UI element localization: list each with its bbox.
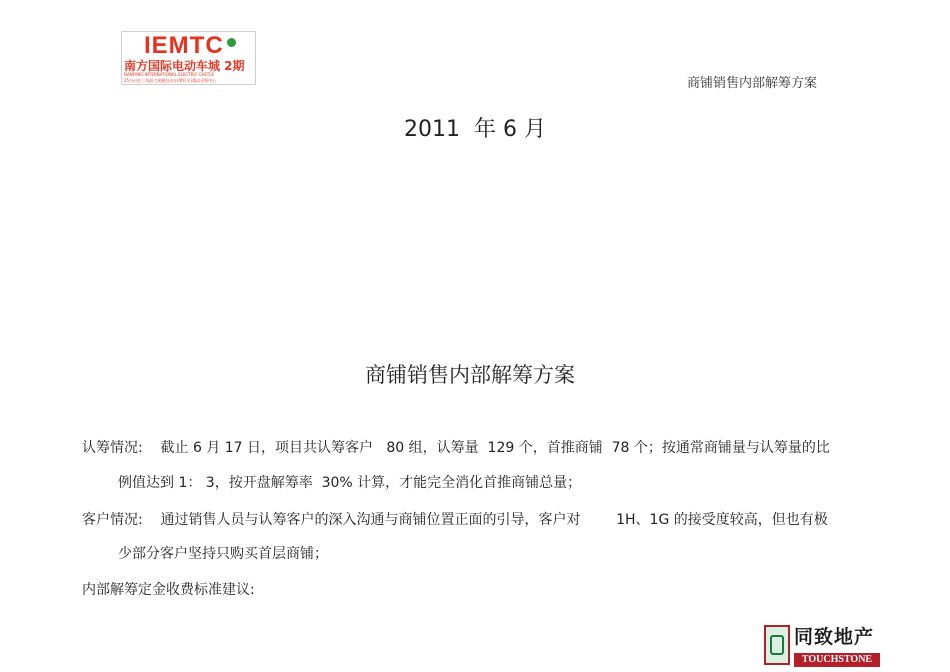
logo-name-cn: 南方国际电动车城 2期 [124,59,245,73]
touchstone-logo [764,625,880,669]
logo-leaf-icon [227,38,236,47]
footer-logo-name-cn: 同致地产 [794,626,875,648]
touchstone-emblem-icon [764,625,790,665]
paragraph-deposit-heading: 内部解筹定金收费标准建议: [82,582,255,598]
paragraph-subscription-cont: 例值达到 1： 3，按开盘解筹率 30% 计算，才能完全消化首推商铺总量； [118,475,582,491]
document-date: 2011 年 6 月 [404,117,546,142]
document-title: 商铺销售内部解筹方案 [365,363,575,387]
logo-subtitle: 25万㎡长三角最大规模电动车(摩托车)精品采购中心 [124,78,217,83]
paragraph-customers-cont: 少部分客户坚持只购买首层商铺； [118,546,328,562]
header-doc-label: 商铺销售内部解筹方案 [687,76,818,91]
paragraph-subscription: 认筹情况: 截止 6 月 17 日，项目共认筹客户 80 组，认筹量 129 个，首推商铺 78 个；按通常商铺量与认筹量的比 [82,440,830,456]
paragraph-customers: 客户情况: 通过销售人员与认筹客户的深入沟通与商铺位置正面的引导，客户对 1H、1G 的接受度较高，但也有极 [82,512,828,528]
iemtc-logo [121,31,256,85]
logo-brand: IEMTC [144,32,224,59]
footer-logo-name-en: TOUCHSTONE [794,653,880,667]
logo-name-en: NANFANG INTERNATIONAL ELECTRIC CASTLE [124,72,214,77]
